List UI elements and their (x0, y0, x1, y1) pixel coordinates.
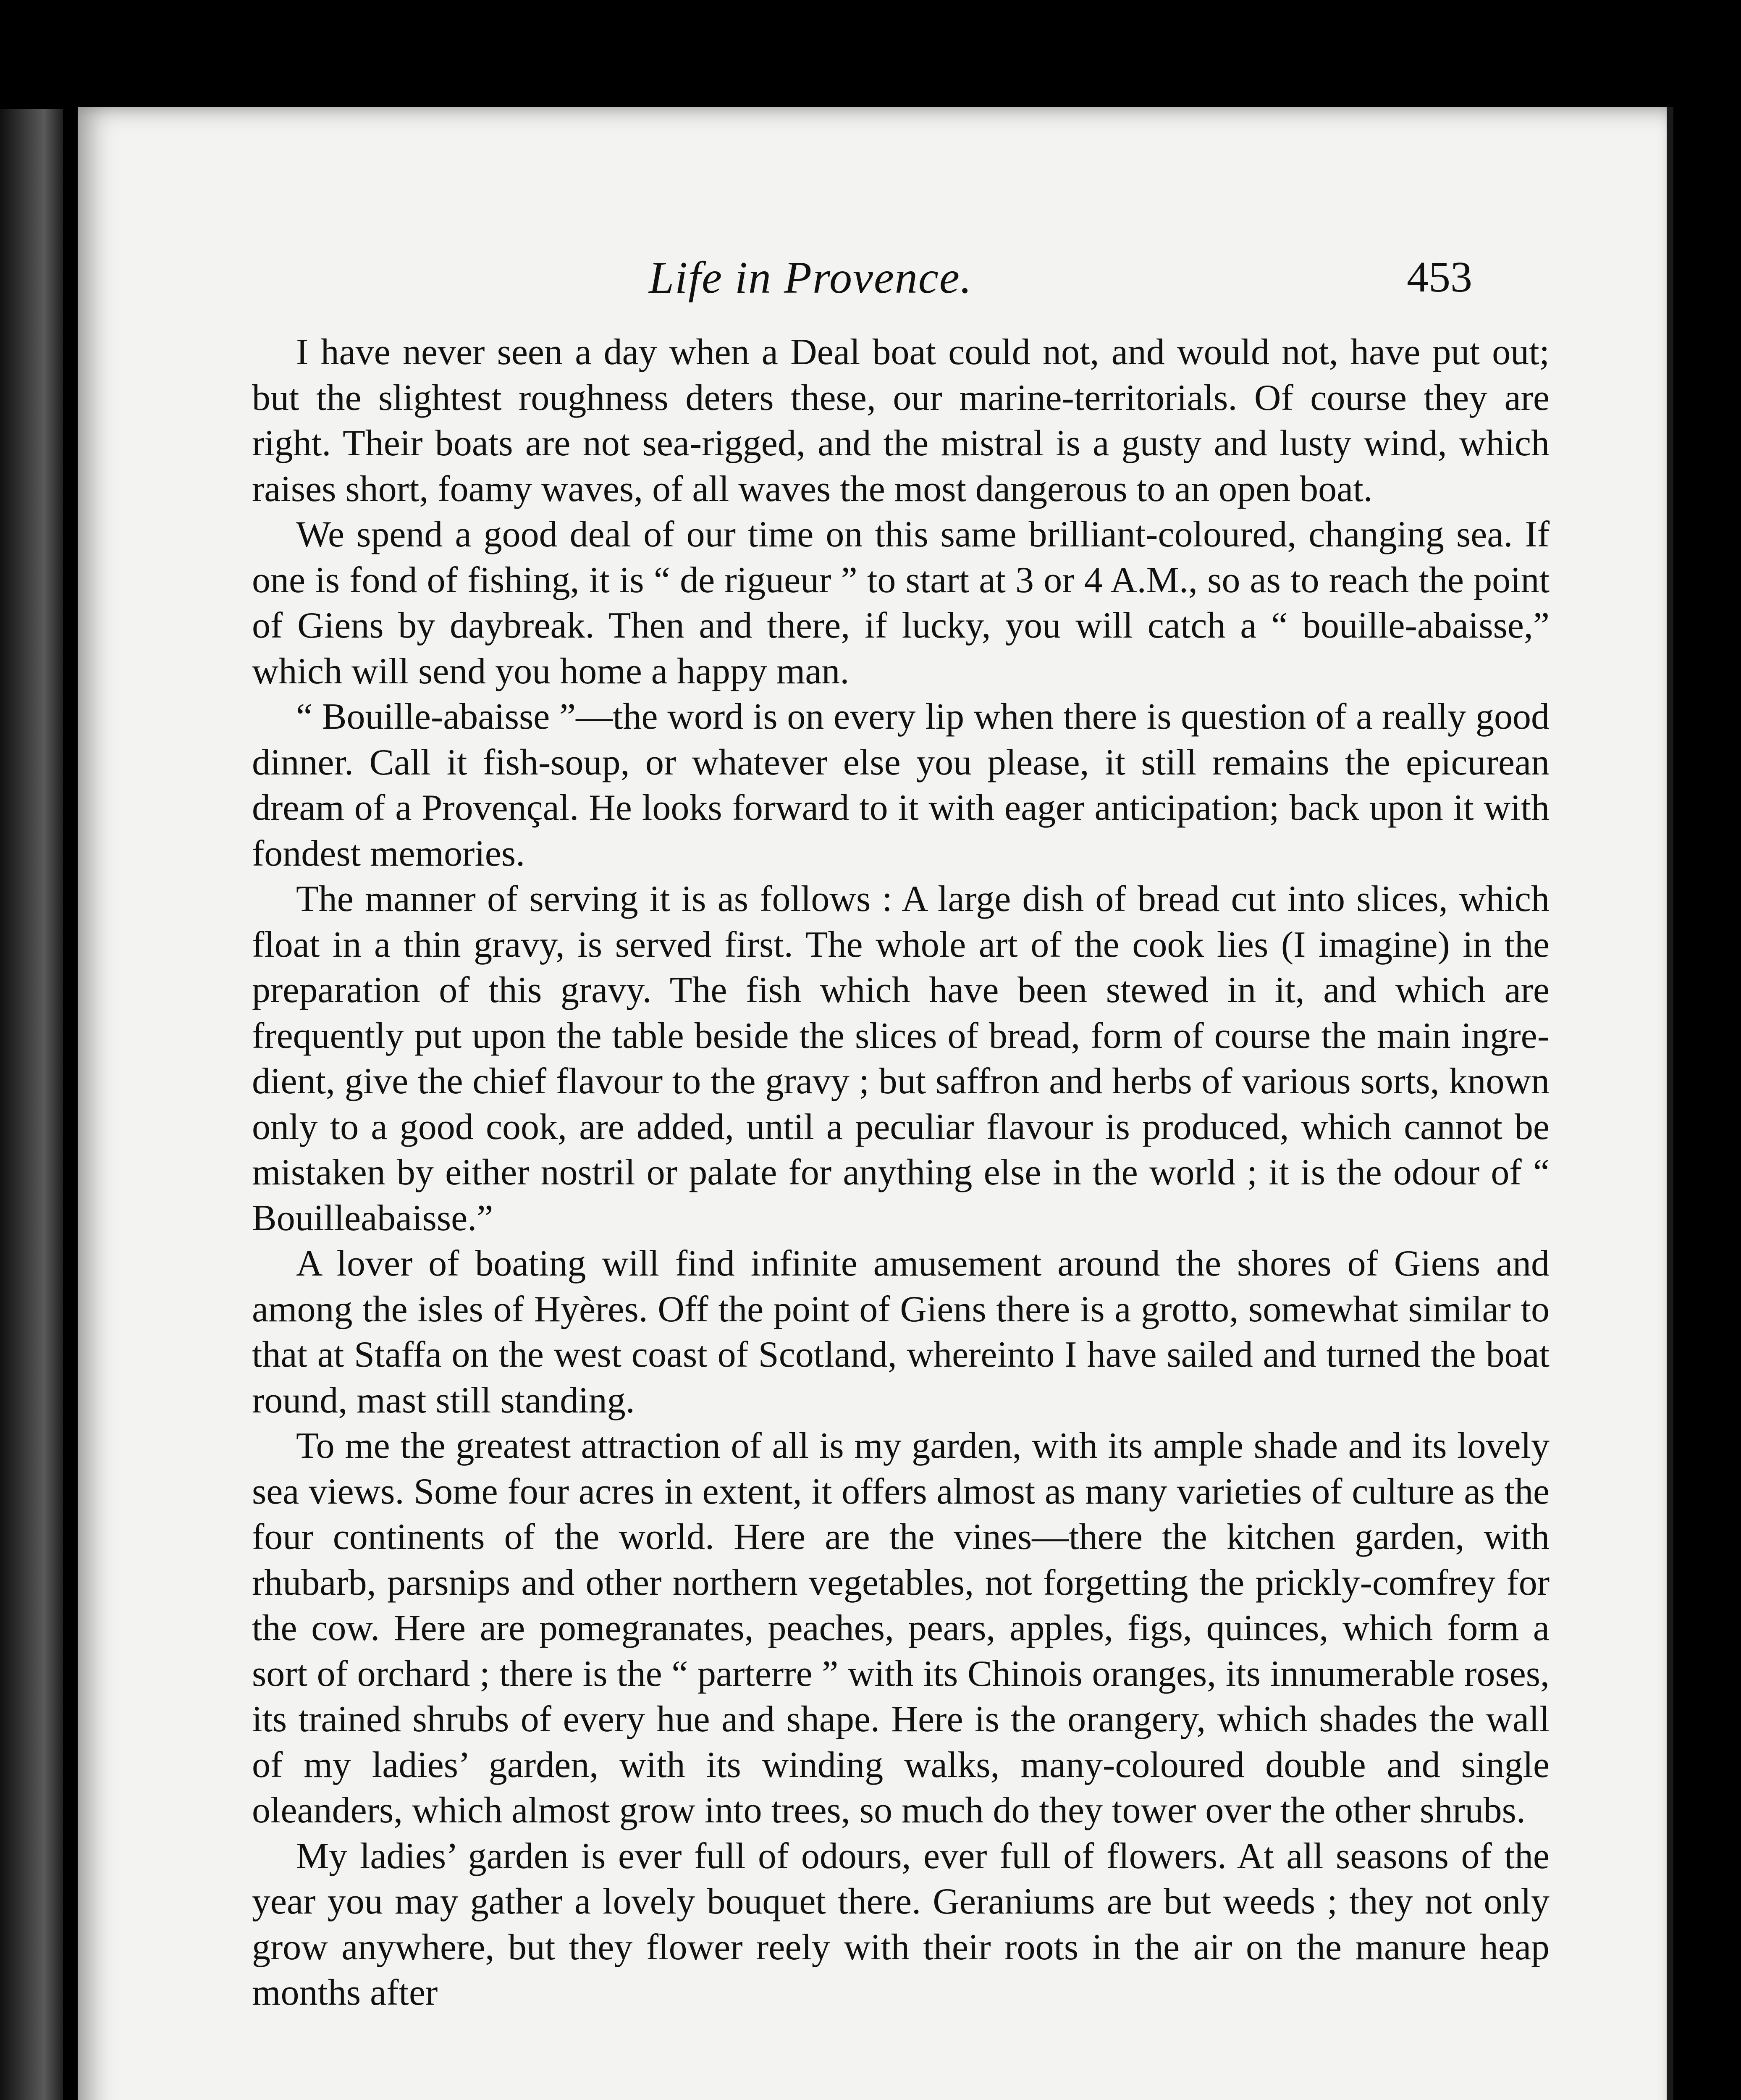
book-page (78, 107, 1673, 2100)
facing-page-edge (0, 109, 63, 2100)
paragraph: We spend a good deal of our time on this same brilliant-coloured, changing sea. If one is fond of fishing, it is “ de rigueur ” to start at 3 or 4 A.M., so as to reach the point of Giens by daybreak. Then and there, if lucky, you will catch a “ bouille-abaisse,” which will send you home a happy man. (252, 514, 1550, 692)
running-title: Life in Provence. (649, 253, 973, 303)
paragraph: The manner of serving it is as follows : A large dish of bread cut into slices, which float in a thin gravy, is served first. The whole art of the cook lies (I imagine) in the preparation of this gravy. The fish which have been stewed in it, and which are frequently put upon the table beside the slices of bread, form of course the main ingredient, give the chief flavour to the gravy ; but saffron and herbs of various sorts, known only to a good cook, are added, until a peculiar flavour is produced, which cannot be mistaken by either nostril or palate for anything else in the world ; it is the odour of “ Bouilleabaisse.” (252, 879, 1550, 1239)
paragraph: I have never seen a day when a Deal boat could not, and would not, have put out; but the slightest roughness deters these, our marine-territorials. Of course they are right. Their boats are not sea-rigged, and the mistral is a gusty and lusty wind, which raises short, foamy waves, of all waves the most dangerous to an open boat. (252, 332, 1550, 509)
paragraph: A lover of boating will find infinite amusement around the shores of Giens and among the isles of Hyères. Off the point of Giens there is a grotto, somewhat similar to that at Staffa on the west coast of Scotland, whereinto I have sailed and turned the boat round, mast still standing. (252, 1243, 1550, 1421)
running-head (78, 252, 1673, 319)
page-edge (1667, 107, 1673, 2100)
body-text (252, 330, 1550, 2016)
paragraph: My ladies’ garden is ever full of odours, ever full of flowers. At all seasons of the year you may gather a lovely bouquet there. Geraniums are but weeds ; they not only grow anywhere, but they flower reely with their roots in the air on the manure heap months after (252, 1835, 1550, 2013)
paragraph: To me the greatest attraction of all is my garden, with its ample shade and its lovely sea views. Some four acres in extent, it offers almost as many varieties of culture as the four continents of the world. Here are the vines—there the kitchen garden, with rhubarb, parsnips and other northern vegetables, not forgetting the prickly-comfrey for the cow. Here are pomegranates, peaches, pears, apples, figs, quinces, which form a sort of orchard ; there is the “ parterre ” with its Chinois oranges, its innumerable roses, its trained shrubs of every hue and shape. Here is the orangery, which shades the wall of my ladies’ garden, with its winding walks, many-coloured double and single oleanders, which almost grow into trees, so much do they tower over the other shrubs. (252, 1425, 1550, 1831)
paragraph: “ Bouille-abaisse ”—the word is on every lip when there is question of a really good dinner. Call it fish-soup, or whatever else you please, it still remains the epicurean dream of a Provençal. He looks forward to it with eager anticipation; back upon it with fondest memories. (252, 696, 1550, 874)
page-number: 453 (1407, 253, 1472, 301)
